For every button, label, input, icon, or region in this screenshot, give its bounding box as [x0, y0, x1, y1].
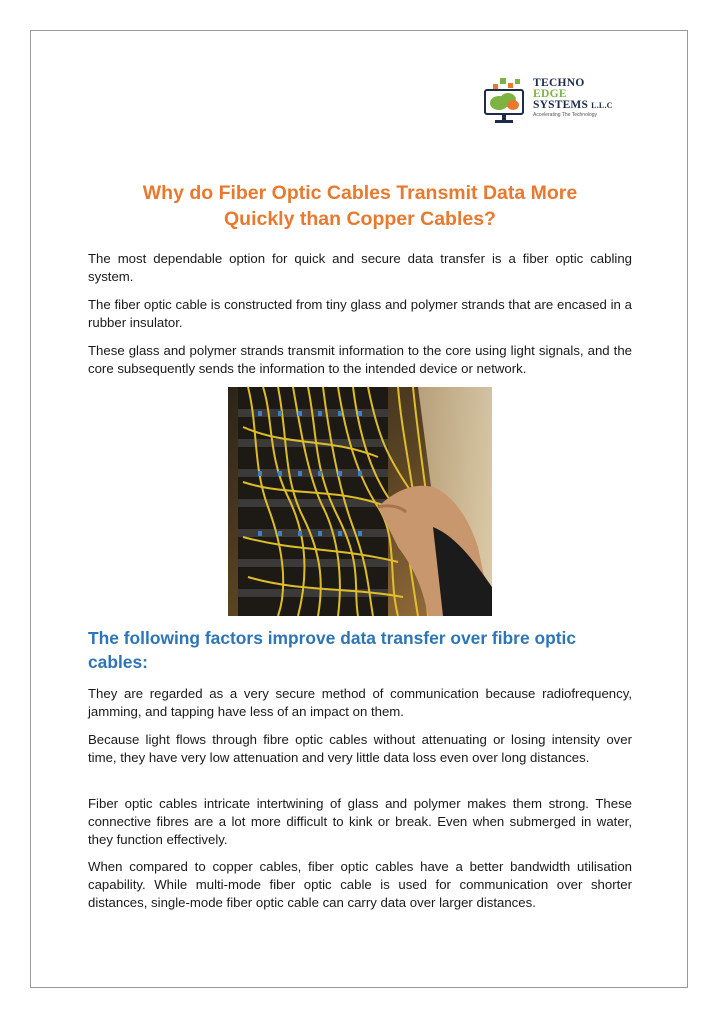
- logo-wordmark: [533, 78, 613, 118]
- monitor-cloud-icon: [479, 78, 531, 126]
- photo-illustration: [228, 387, 492, 616]
- page-title-line-1: Why do Fiber Optic Cables Transmit Data More: [142, 182, 578, 204]
- logo-tagline: Accelerating The Technology: [533, 112, 598, 118]
- logo-line-systems: [533, 100, 613, 111]
- intro-paragraph-3: These glass and polymer strands transmit information to the core using light signals, and the core subsequently sends the information to the intended device or network.: [88, 343, 632, 376]
- page-title-line-2: Quickly than Copper Cables?: [224, 208, 496, 230]
- company-logo: [479, 78, 629, 128]
- factor-paragraph-strength: Fiber optic cables intricate intertwining of glass and polymer makes them strong. These connective fibres are a lot more difficult to kink or break. Even when submerged in water, they function effectively.: [88, 796, 632, 847]
- page-title: [88, 180, 632, 232]
- section-heading: [88, 626, 648, 674]
- fiber-optic-patch-panel-photo: [228, 387, 492, 616]
- logo-systems-text: SYSTEMS: [533, 99, 589, 111]
- factor-paragraph-bandwidth: When compared to copper cables, fiber optic cables have a better bandwidth utilisation capability. While multi-mode fiber optic cable is used for communication over shorter distances, single-mode fiber optic cable can carry data over larger distances.: [88, 859, 632, 910]
- factor-paragraph-security: They are regarded as a very secure method of communication because radiofrequency, jamming, and tapping have less of an impact on them.: [88, 686, 632, 719]
- intro-paragraph-1: The most dependable option for quick and secure data transfer is a fiber optic cabling system.: [88, 251, 632, 284]
- factor-paragraph-attenuation: Because light flows through fibre optic cables without attenuating or losing intensity over time, they have very low attenuation and very little data loss even over long distances.: [88, 732, 632, 765]
- logo-llc-text: L.L.C: [591, 101, 613, 110]
- section-heading-line-2: cables:: [88, 652, 148, 672]
- section-heading-line-1: The following factors improve data transfer over fibre optic: [88, 628, 576, 648]
- logo-line-techno: TECHNO: [533, 77, 585, 89]
- intro-paragraph-2: The fiber optic cable is constructed from tiny glass and polymer strands that are encased in a rubber insulator.: [88, 297, 632, 330]
- logo-line-edge: EDGE: [533, 88, 567, 100]
